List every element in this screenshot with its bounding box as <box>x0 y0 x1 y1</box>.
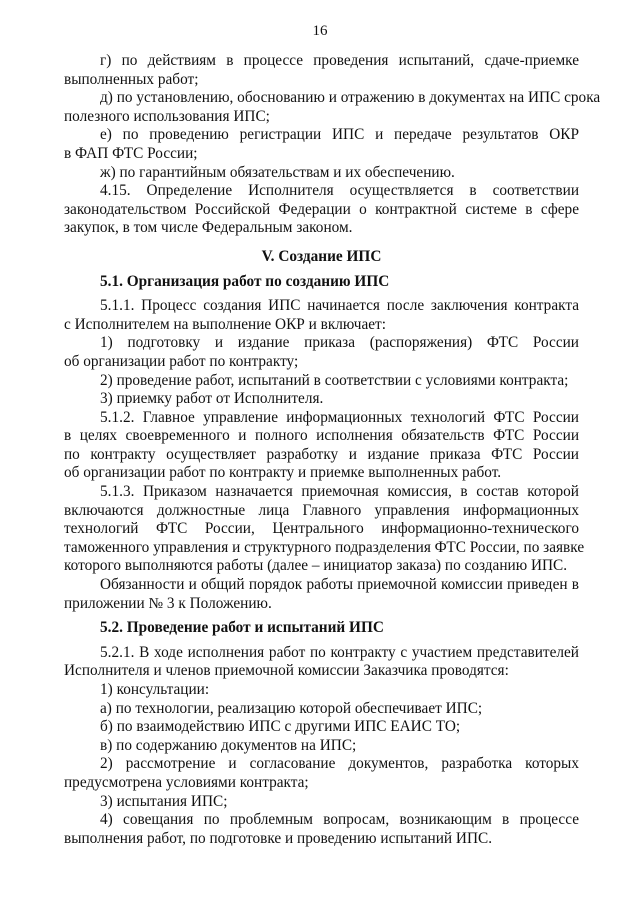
text-line: 5.1.3. Приказом назначается приемочная комиссия, в состав которой <box>100 483 579 501</box>
text-line: а) по технологии, реализацию которой обеспечивает ИПС; <box>100 699 483 717</box>
text-line: об организации работ по контракту и приемке выполненных работ. <box>64 464 502 482</box>
text-line: 4.15. Определение Исполнителя осуществляется в соответствии <box>100 182 579 200</box>
text-line: г) по действиям в процессе проведения испытаний, сдаче-приемке <box>100 52 579 69</box>
text-line: 3) приемку работ от Исполнителя. <box>100 390 324 408</box>
text-line: в ФАП ФТС России; <box>64 144 198 162</box>
text-line: включаются должностные лица Главного управления информационных <box>64 501 579 519</box>
text-line: б) по взаимодействию ИПС с другими ИПС ЕАИС ТО; <box>100 718 461 736</box>
text-line: 1) подготовку и издание приказа (распоряжения) ФТС России <box>100 334 579 352</box>
text-line: в) по содержанию документов на ИПС; <box>100 736 357 754</box>
section-heading: 5.1. Организация работ по созданию ИПС <box>100 272 390 290</box>
text-line: е) по проведению регистрации ИПС и передаче результатов ОКР <box>100 126 579 144</box>
chapter-heading: V. Создание ИПС <box>261 247 382 265</box>
text-line: выполнения работ, по подготовке и проведению испытаний ИПС. <box>64 829 493 847</box>
text-line: Исполнителя и членов приемочной комиссии Заказчика проводятся: <box>64 662 509 680</box>
text-line: об организации работ по контракту; <box>64 352 299 370</box>
text-line: ж) по гарантийным обязательствам и их обеспечению. <box>100 163 455 181</box>
text-line: законодательством Российской Федерации о контрактной системе в сфере <box>64 200 579 218</box>
section-heading: 5.2. Проведение работ и испытаний ИПС <box>100 619 384 637</box>
text-line: по контракту осуществляет разработку и издание приказа ФТС России <box>64 445 579 463</box>
text-line: таможенного управления и структурного подразделения ФТС России, по заявке <box>64 538 585 556</box>
text-line: 2) рассмотрение и согласование документов, разработка которых <box>100 755 579 773</box>
text-line: полезного использования ИПС; <box>64 107 270 125</box>
page-number: 16 <box>312 23 328 39</box>
text-line: с Исполнителем на выполнение ОКР и включает: <box>64 315 386 333</box>
text-line: Обязанности и общий порядок работы приемочной комиссии приведен в <box>100 576 579 594</box>
text-line: в целях своевременного и полного исполнения обязательств ФТС России <box>64 427 579 445</box>
text-line: которого выполняются работы (далее – инициатор заказа) по созданию ИПС. <box>64 557 568 575</box>
text-line: 5.2.1. В ходе исполнения работ по контракту с участием представителей <box>100 643 579 661</box>
text-line: 4) совещания по проблемным вопросам, возникающим в процессе <box>100 811 579 829</box>
text-line: технологий ФТС России, Центрального информационно-технического <box>64 520 579 538</box>
text-line: предусмотрена условиями контракта; <box>64 773 309 791</box>
text-line: 5.1.1. Процесс создания ИПС начинается после заключения контракта <box>100 297 579 315</box>
text-line: 3) испытания ИПС; <box>100 792 228 810</box>
text-line: выполненных работ; <box>64 70 199 88</box>
text-line: приложении № 3 к Положению. <box>64 594 272 612</box>
text-line: закупок, в том числе Федеральным законом. <box>64 219 353 237</box>
text-line: 1) консультации: <box>100 681 210 698</box>
document-body <box>64 52 601 848</box>
text-line: д) по установлению, обоснованию и отражению в документах на ИПС срока <box>100 89 601 107</box>
text-line: 2) проведение работ, испытаний в соответствии с условиями контракта; <box>100 371 569 389</box>
text-line: 5.1.2. Главное управление информационных технологий ФТС России <box>100 408 579 426</box>
